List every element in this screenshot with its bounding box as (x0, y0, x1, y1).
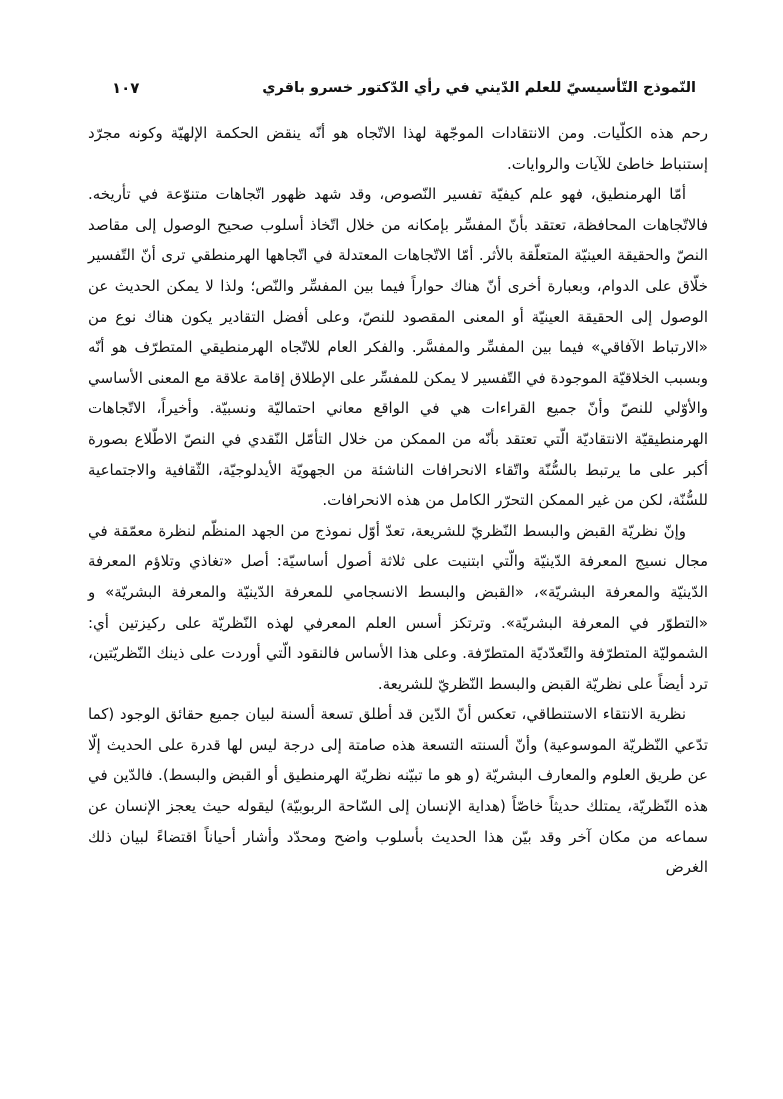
page-number: ١٠٧ (112, 79, 140, 97)
paragraph-contraction-expansion-theory: وإنّ نظريّة القبض والبسط النّظريّ للشريعة، تعدّ أوّل نموذج من الجهد المنظّم لنظرة معمّقة في مجال نسيج المعرفة الدّينيّة والّتي ابتنيت على ثلاثة أصول أساسيّة: أصل «تغاذي وتلاؤم المعرفة الدّينيّة والمعرفة البشريّة»، «القبض والبسط الانسجامي للمعرفة الدّينيّة والمعرفة البشريّة» و «التطوّر في المعرفة البشريّة». وترتكز أسس العلم المعرفي لهذه النّظريّة على ركيزتين أي: الشموليّة المتطرّفة والتّعدّديّة المتطرّفة. وعلى هذا الأساس فالنقود الّتي أوردت على ذينك النّظريّتين، ترد أيضاً على نظريّة القبض والبسط النّظريّ للشريعة. (88, 521, 708, 693)
body-text (88, 118, 708, 883)
running-header (108, 74, 696, 102)
running-header-title: النّموذج التّأسيسيّ للعلم الدّيني في رأي الدّكتور خسرو باقري (262, 80, 696, 96)
paragraph-continuation: رحم هذه الكلّيات. ومن الانتقادات الموجّهة لهذا الاتّجاه هو أنّه ينقض الحكمة الإلهيّة وكونه مجرّد إستنباط خاطئ للآيات والروايات. (88, 124, 708, 173)
paragraph-interrogative-selection-theory: نظرية الانتقاء الاستنطاقي، تعكس أنّ الدّين قد أطلق تسعة ألسنة لبيان جميع حقائق الوجود (كما تدّعي النّظريّة الموسوعية) وأنّ ألسنته التسعة هذه صامتة إلى درجة ليس لها قدرة على الحديث إلّا عن طريق العلوم والمعارف البشريّة (و هو ما تبيّنه نظريّة الهرمنطيق أو القبض والبسط). فالدّين في هذه النّظريّة، يمتلك حديثاً خاصّاً (هداية الإنسان إلى السّاحة الربوبيّة) ليقوله حيث يعجز الإنسان عن سماعه من مكان آخر وقد بيّن هذا الحديث بأسلوب واضح ومحدّد وأشار أحياناً اقتضاءً لبيان ذلك الغرض (88, 705, 708, 877)
paragraph-hermeneutics: أمّا الهرمنطيق، فهو علم كيفيّة تفسير النّصوص، وقد شهد ظهور اتّجاهات متنوّعة في تأريخه. فالاتّجاهات المحافظة، تعتقد بأنّ المفسِّر بإمكانه من خلال اتّخاذ أسلوب صحيح الوصول إلى مقاصد النصّ والحقيقة العينيّة المتعلّقة بالأثر. أمّا الاتّجاهات المعتدلة في اتّجاهها الهرمنطقي ترى أنّ التّفسير خلّاق على الدوام، وبعبارة أخرى أنّ هناك حواراً فيما بين المفسِّر والنّص؛ ولذا لا يمكن الحديث عن الوصول إلى الحقيقة العينيّة أو المعنى المقصود للنصّ، وعلى أفضل التقادير يكون هناك نوع من «الارتباط الآفاقي» فيما بين المفسِّر والمفسَّر. والفكر العام للاتّجاه الهرمنطيقي المتطرّف هو أنّه وبسبب الخلاقيّة الموجودة في التّفسير لا يمكن للمفسِّر على الإطلاق إقامة علاقة مع المعنى الأساسي والأوّلي للنصّ وأنّ جميع القراءات هي في الواقع معاني احتماليّة ونسبيّة. وأخيراً، الاتّجاهات الهرمنطيقيّة الانتقاديّة الّتي تعتقد بأنّه من الممكن من خلال التأمّل النّقدي في النصّ الاطّلاع بصورة أكبر على ما يرتبط بالسُّنّة واتّقاء الانحرافات الناشئة من الجهويّة الأيدلوجيّة، الثّقافية والاجتماعية للسُّنّة، لكن من غير الممكن التحرّر الكامل من هذه الانحرافات. (88, 185, 708, 510)
